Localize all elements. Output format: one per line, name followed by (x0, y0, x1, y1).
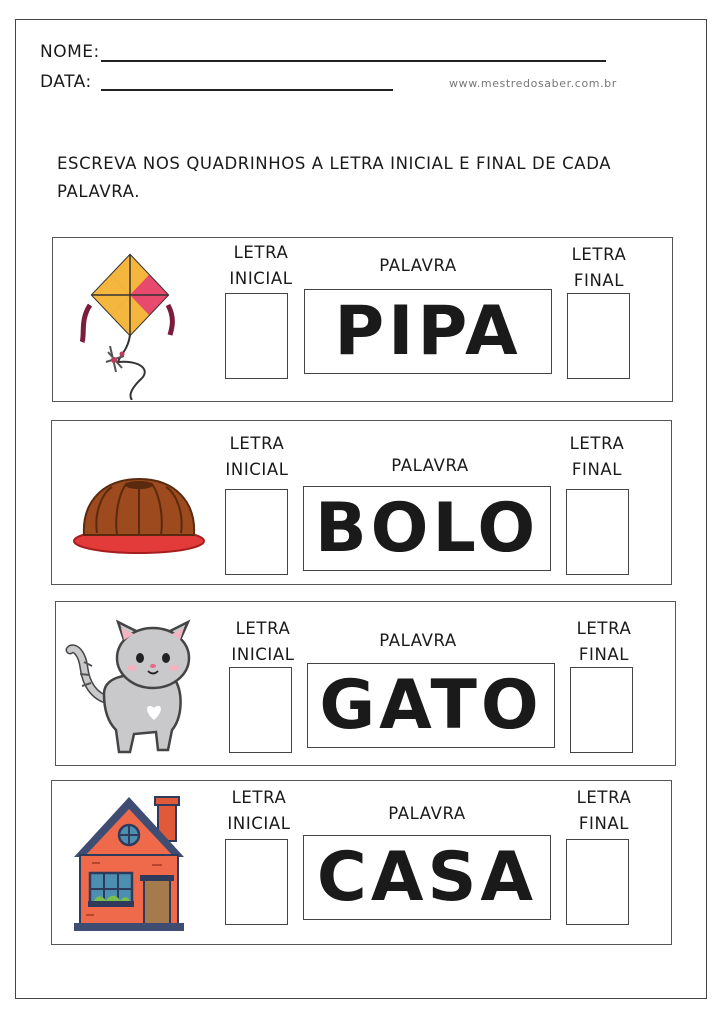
word-label: PALAVRA (391, 456, 469, 475)
word-text: GATO (319, 665, 543, 745)
final-letter-box[interactable] (566, 839, 629, 925)
final-letter-box[interactable] (566, 489, 629, 575)
word-text: PIPA (334, 291, 522, 371)
exercise-card-bolo (51, 420, 672, 585)
exercise-card-gato (55, 601, 676, 766)
website-url: www.mestredosaber.com.br (449, 77, 617, 90)
kite-icon (80, 250, 175, 400)
initial-letter-label: LETRA INICIAL (225, 434, 289, 479)
name-label: NOME: (40, 42, 100, 62)
initial-letter-label: LETRA INICIAL (227, 788, 291, 833)
final-letter-box[interactable] (570, 667, 633, 753)
exercise-card-casa (51, 780, 672, 945)
final-letter-label: LETRA FINAL (576, 788, 632, 833)
initial-letter-box[interactable] (225, 839, 288, 925)
exercise-card-pipa (52, 237, 673, 402)
initial-letter-box[interactable] (229, 667, 292, 753)
word-box (307, 663, 555, 748)
word-label: PALAVRA (388, 804, 466, 823)
final-letter-label: LETRA FINAL (576, 619, 632, 664)
initial-letter-box[interactable] (225, 489, 288, 575)
word-box (303, 486, 551, 571)
cat-icon (64, 618, 209, 758)
initial-letter-label: LETRA INICIAL (229, 243, 293, 288)
word-box (303, 835, 551, 920)
initial-letter-box[interactable] (225, 293, 288, 379)
date-label: DATA: (40, 72, 92, 92)
final-letter-box[interactable] (567, 293, 630, 379)
house-icon (70, 793, 188, 935)
instruction-text: ESCREVA NOS QUADRINHOS A LETRA INICIAL E FINAL DE CADA PALAVRA. (57, 154, 612, 201)
final-letter-label: LETRA FINAL (571, 245, 627, 290)
word-label: PALAVRA (379, 631, 457, 650)
word-label: PALAVRA (379, 256, 457, 275)
word-text: CASA (316, 837, 538, 917)
final-letter-label: LETRA FINAL (569, 434, 625, 479)
initial-letter-label: LETRA INICIAL (231, 619, 295, 664)
word-box (304, 289, 552, 374)
cake-icon (72, 473, 207, 558)
word-text: BOLO (314, 488, 540, 568)
name-field[interactable] (101, 60, 606, 62)
date-field[interactable] (101, 89, 393, 91)
